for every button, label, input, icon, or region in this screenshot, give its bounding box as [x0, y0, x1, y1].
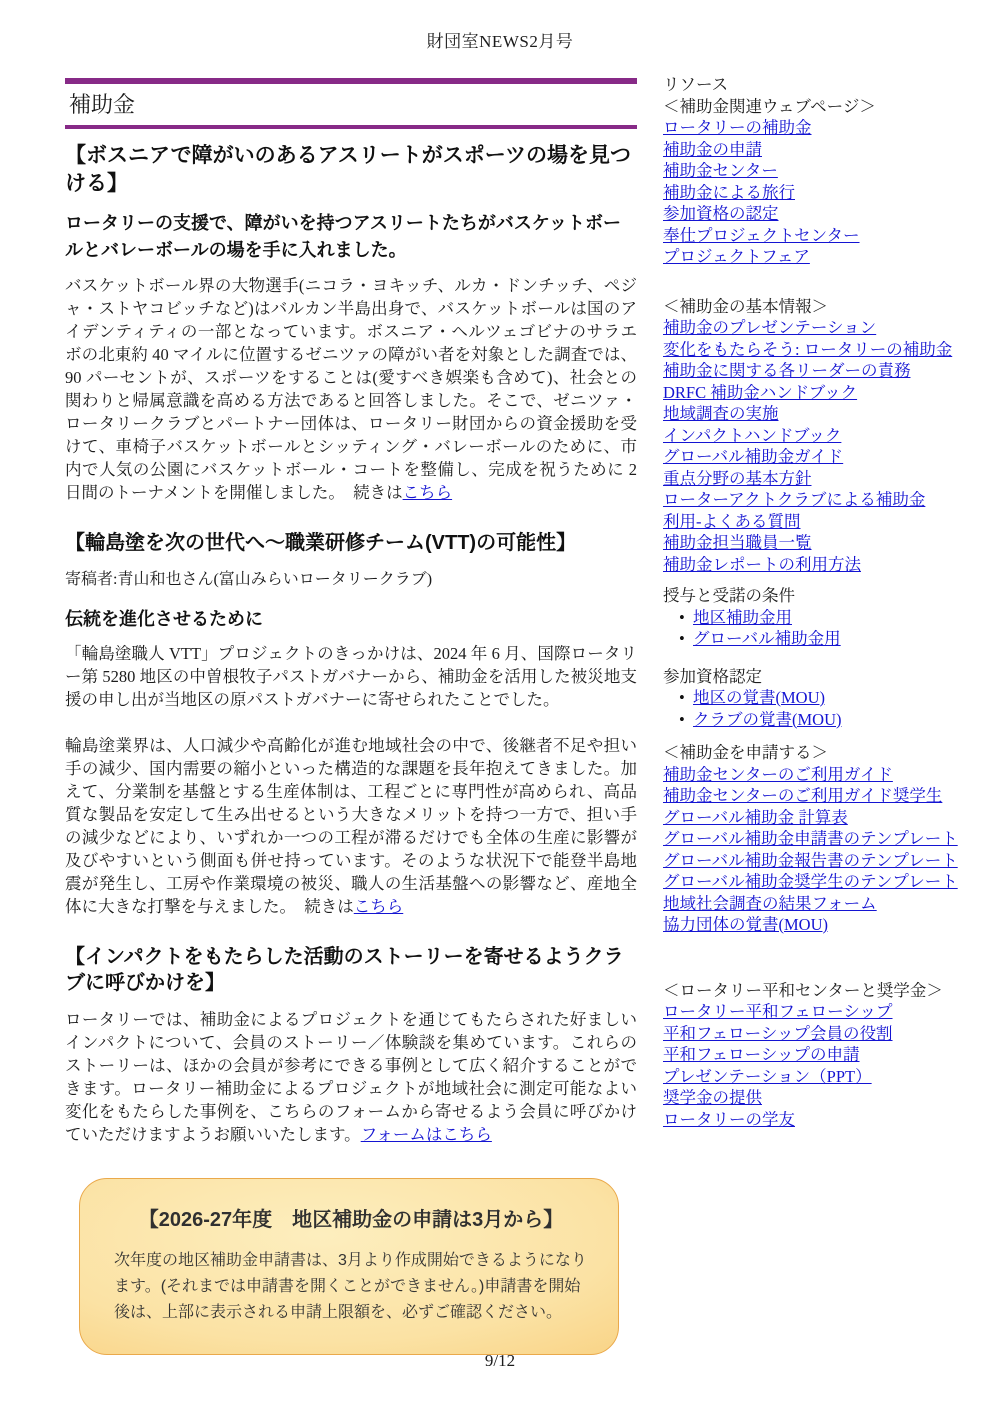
article-wajima-para2 [65, 734, 637, 918]
sidebar-gap [663, 650, 971, 666]
sidebar-list-item [663, 1044, 971, 1066]
sidebar-list-item [663, 1109, 971, 1131]
sidebar-heading: ＜ロータリー平和センターと奨学金＞ [663, 980, 943, 1000]
article-impact-body [65, 1008, 637, 1146]
article-wajima-subhead: 伝統を進化させるために [65, 609, 263, 630]
sidebar-link[interactable]: 地区補助金用 [693, 607, 792, 627]
notice-box [79, 1178, 619, 1355]
sidebar-link[interactable]: ロータリーの補助金 [663, 118, 812, 137]
sidebar-list-item [663, 828, 971, 850]
main-column [65, 78, 637, 1355]
sidebar-link[interactable]: 重点分野の基本方針 [663, 468, 812, 488]
sidebar-list-item [663, 468, 971, 490]
article-impact-form-link[interactable]: フォームはこちら [360, 1124, 492, 1144]
sidebar-list-item [663, 182, 971, 204]
article-bosnia-body-text: バスケットボール界の大物選手(ニコラ・ヨキッチ、ルカ・ドンチッチ、ペジャ・ストヤコビッチなど)はバルカン半島出身で、バスケットボールは国のアイデンティティの一部となっています。ボスニア・ヘルツェゴビナのサラエボの北東約 40 マイルに位置するゼニツァの障がい者を対象とした調査では、90 パーセントが、スポーツをすることは(愛すべき娯楽も含めて)、社会との関わりと帰属意識を高める方法であると回答しました。そこで、ゼニツァ・ロータリークラブとパートナー団体は、ロータリー財団からの資金援助を受けて、車椅子バスケットボールとシッティング・バレーボールのために、市内で人気の公園にバスケットボール・コートを整備し、完成を祝うために 2 日間のトーナメントを開催しました。 続きは [65, 275, 637, 502]
section-banner [65, 78, 637, 129]
article-impact-body-text: ロータリーでは、補助金によるプロジェクトを通じてもたらされた好ましいインパクトについて、会員のストーリー／体験談を集めています。これらのストーリーは、ほかの会員が参考にできる事例として広く紹介することができます。ロータリー補助金によるプロジェクトが地域社会に測定可能なよい変化をもたらした事例を、こちらのフォームから寄せるよう会員に呼びかけていただけますようお願いいたします。 [65, 1009, 637, 1144]
article-wajima-para2-text: 輪島塗業界は、人口減少や高齢化が進む地域社会の中で、後継者不足や担い手の減少、国内需要の縮小といった構造的な課題を長年抱えてきました。加えて、分業制を基盤とする生産体制は、工程ごとに専門性が高められ、高品質な製品を安定して生み出せるという大きなメリットを持つ一方で、担い手の減少などにより、いずれか一つの工程が滞るだけでも全体の生産に影響が及びやすいという側面も併せ持っています。そのような状況下で能登半島地震が発生し、工房や作業環境の被災、職人の生活基盤への影響など、産地全体に大きな打撃を与えました。 続きは [65, 736, 637, 917]
sidebar-link[interactable]: グローバル補助金報告書のテンプレート [663, 850, 958, 870]
sidebar-link[interactable]: グローバル補助金奨学生のテンプレート [663, 872, 958, 891]
sidebar-link[interactable]: 利用-よくある質問 [663, 511, 801, 531]
sidebar-gap [663, 936, 971, 980]
sidebar-list-item [663, 360, 971, 382]
article-bosnia-body [65, 274, 637, 504]
sidebar-list-item [663, 1066, 971, 1088]
sidebar-list-item [663, 807, 971, 829]
sidebar-link[interactable]: グローバル補助金申請書のテンプレート [663, 829, 958, 848]
sidebar-link[interactable]: 補助金センターのご利用ガイド奨学生 [663, 786, 943, 805]
sidebar-link[interactable]: グローバル補助金ガイド [663, 447, 844, 466]
content-columns [0, 75, 1000, 1355]
sidebar-link[interactable]: 地域社会調査の結果フォーム [663, 893, 877, 913]
sidebar-list-item [663, 446, 971, 468]
notice-title: 【2026-27年度 地区補助金の申請は3月から】 [138, 1208, 564, 1231]
article-wajima-para1: 「輪島塗職人 VTT」プロジェクトのきっかけは、2024 年 6 月、国際ロータリー第 5280 地区の中曽根牧子パストガバナーから、補助金を活用した被災地支援の申し出が当地区の原パストガバナーに寄せられたことでした。 [65, 644, 637, 710]
sidebar-heading: ＜補助金の基本情報＞ [663, 296, 828, 316]
sidebar-link[interactable]: DRFC 補助金ハンドブック [663, 382, 858, 402]
sidebar-link[interactable]: 平和フェローシップの申請 [663, 1045, 860, 1064]
sidebar-link[interactable]: グローバル補助金用 [693, 629, 841, 648]
sidebar-list-item [663, 139, 971, 161]
sidebar-list-item [663, 117, 971, 139]
sidebar-link[interactable]: 地区の覚書(MOU) [693, 688, 825, 707]
sidebar-list-item [663, 425, 971, 447]
sidebar-list-item [663, 382, 971, 404]
sidebar-list-item [663, 785, 971, 807]
sidebar-link[interactable]: グローバル補助金 計算表 [663, 807, 848, 827]
sidebar-link[interactable]: 補助金レポートの利用方法 [663, 554, 861, 574]
sidebar-heading: 参加資格認定 [663, 666, 762, 686]
sidebar-list-item [663, 489, 971, 511]
sidebar-gap [663, 575, 971, 585]
sidebar-link[interactable]: ローターアクトクラブによる補助金 [663, 490, 926, 509]
sidebar-list-item [663, 687, 971, 709]
sidebar [663, 74, 971, 1130]
sidebar-link[interactable]: 協力団体の覚書(MOU) [663, 915, 828, 934]
page-title: 財団室NEWS2月号 [426, 32, 574, 51]
sidebar-link[interactable]: 補助金のプレゼンテーション [663, 318, 877, 337]
sidebar-list-item [663, 339, 971, 361]
sidebar-link[interactable]: 補助金担当職員一覧 [663, 533, 812, 552]
sidebar-list-item [663, 317, 971, 339]
sidebar-gap [663, 268, 971, 296]
sidebar-link[interactable]: 平和フェローシップ会員の役割 [663, 1023, 893, 1043]
article-bosnia-more-link[interactable]: こちら [402, 482, 453, 502]
sidebar-heading: ＜補助金関連ウェブページ＞ [663, 96, 876, 116]
sidebar-link[interactable]: 補助金の申請 [663, 139, 762, 159]
article-wajima-contributor: 寄稿者:青山和也さん(富山みらいロータリークラブ) [65, 571, 433, 589]
sidebar-link[interactable]: プロジェクトフェア [663, 247, 810, 266]
sidebar-list-item [663, 203, 971, 225]
sidebar-list-item [663, 532, 971, 554]
sidebar-list-item [663, 607, 971, 629]
sidebar-link[interactable]: 補助金による旅行 [663, 182, 795, 202]
sidebar-list-item [663, 1087, 971, 1109]
footer-page-number: 9/12 [484, 1351, 516, 1370]
sidebar-link[interactable]: 奨学金の提供 [663, 1088, 762, 1107]
sidebar-list-item [663, 709, 971, 731]
article-bosnia-title: 【ボスニアで障がいのあるアスリートがスポーツの場を見つける】 [65, 144, 631, 195]
section-banner-label: 補助金 [69, 92, 136, 117]
sidebar-link[interactable]: 補助金に関する各リーダーの責務 [663, 361, 911, 380]
sidebar-link[interactable]: 地域調査の実施 [663, 404, 779, 423]
sidebar-link[interactable]: 奉仕プロジェクトセンター [663, 225, 860, 245]
sidebar-link[interactable]: プレゼンテーション（PPT） [663, 1066, 872, 1086]
sidebar-list-item [663, 871, 971, 893]
sidebar-link[interactable]: 参加資格の認定 [663, 204, 779, 223]
notice-body: 次年度の地区補助金申請書は、3月より作成開始できるようになります。(それまでは申請書を開くことができません。)申請書を開始後は、上部に表示される申請上限額を、必ずご確認ください。 [114, 1251, 587, 1321]
sidebar-list-item [663, 764, 971, 786]
sidebar-link[interactable]: 補助金センター [663, 161, 778, 180]
sidebar-gap [663, 730, 971, 742]
sidebar-link[interactable]: インパクトハンドブック [663, 425, 842, 445]
sidebar-list-item [663, 160, 971, 182]
sidebar-list-item [663, 246, 971, 268]
sidebar-link[interactable]: ロータリー平和フェローシップ [663, 1002, 893, 1021]
sidebar-link[interactable]: クラブの覚書(MOU) [693, 709, 842, 729]
article-bosnia-lead: ロータリーの支援で、障がいを持つアスリートたちがバスケットボールとバレーボールの場を手に入れました。 [65, 213, 622, 260]
sidebar-link[interactable]: 変化をもたらそう: ロータリーの補助金 [663, 339, 953, 359]
sidebar-link[interactable]: ロータリーの学友 [663, 1109, 795, 1129]
sidebar-list-item [663, 628, 971, 650]
sidebar-list-item [663, 850, 971, 872]
sidebar-list-item [663, 1001, 971, 1023]
sidebar-list-item [663, 225, 971, 247]
sidebar-list-item [663, 893, 971, 915]
article-wajima-more-link[interactable]: こちら [353, 897, 404, 917]
sidebar-heading: リソース [663, 75, 729, 94]
sidebar-heading: 授与と受諾の条件 [663, 586, 795, 605]
sidebar-list-item [663, 403, 971, 425]
sidebar-list-item [663, 511, 971, 533]
sidebar-list-item [663, 914, 971, 936]
article-impact-title: 【インパクトをもたらした活動のストーリーを寄せるようクラブに呼びかけを】 [65, 946, 624, 995]
sidebar-list-item [663, 554, 971, 576]
sidebar-heading: ＜補助金を申請する＞ [663, 743, 828, 762]
sidebar-link[interactable]: 補助金センターのご利用ガイド [663, 764, 893, 784]
article-wajima-title: 【輪島塗を次の世代へ～職業研修チーム(VTT)の可能性】 [65, 531, 577, 554]
sidebar-list-item [663, 1023, 971, 1045]
